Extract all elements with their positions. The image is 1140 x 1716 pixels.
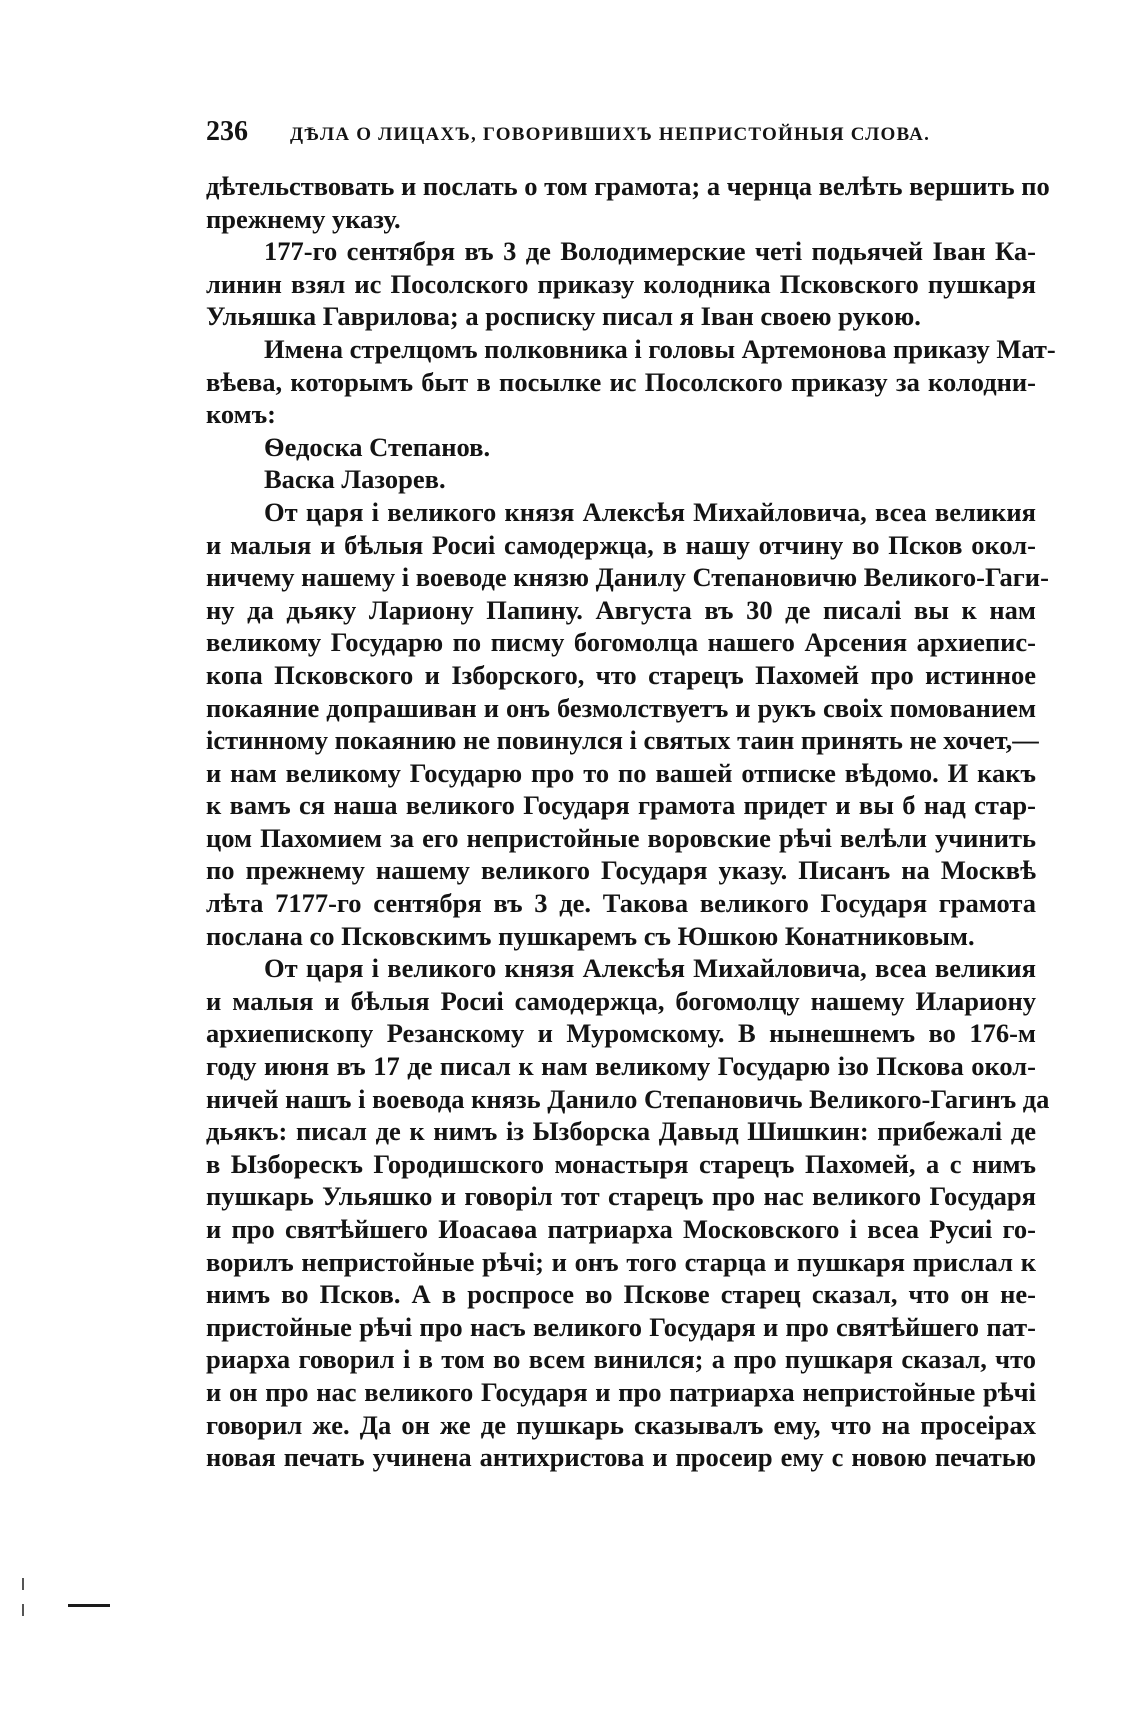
text-line: великому Государю по писму богомолца нашего Арсения архиепис-: [206, 627, 1036, 658]
text-line: и он про нас великого Государя и про патриарха непристойные рѣчі: [206, 1376, 1036, 1407]
text-line: цом Пахомием за его непристойные воровские рѣчі велѣли учинить: [206, 822, 1036, 853]
page-header: [206, 116, 1036, 148]
text-line: к вамъ ся наша великого Государя грамота придет и вы б над стар-: [206, 790, 1036, 821]
running-title: ДѢЛА О ЛИЦАХЪ, ГОВОРИВШИХЪ НЕПРИСТОЙНЫЯ СЛОВА.: [290, 124, 931, 145]
text-line: и малыя и бѣлыя Росиі самодержца, богомолцу нашему Илариону: [206, 985, 1036, 1016]
text-line: архиепископу Резанскому и Муромскому. В нынешнемъ во 176-м: [206, 1018, 1036, 1049]
text-line: ничему нашему і воеводе князю Данилу Степановичю Великого-Гаги-: [206, 562, 1049, 593]
text-line: послана со Псковскимъ пушкаремъ съ Юшкою Конатниковым.: [206, 920, 975, 951]
text-line: істинному покаянию не повинулся і святых таин принять не хочет,—: [206, 725, 1039, 756]
text-line: покаяние допрашиван и онъ безмолствуетъ и рукъ своіх помованием: [206, 692, 1036, 723]
text-line: прежнему указу.: [206, 203, 401, 234]
text-line: говорил же. Да он же де пушкарь сказывалъ ему, что на просеірах: [206, 1409, 1036, 1440]
text-line: лѣта 7177-го сентября въ 3 де. Такова великого Государя грамота: [206, 888, 1036, 919]
text-line: и про святѣйшего Иоасаѳа патриарха Московского і всеа Русиі го-: [206, 1214, 1036, 1244]
margin-tick: [22, 1578, 24, 1590]
text-line: дѣтельствовать и послать о том грамота; а чернца велѣть вершить по: [206, 171, 1050, 201]
text-line: риарха говорил і в том во всем винился; а про пушкаря сказал, что: [206, 1344, 1036, 1375]
name-entry: Ѳедоска Степанов.: [264, 431, 491, 462]
text-line: нимъ во Псков. А в роспросе во Пскове старец сказал, что он не-: [206, 1279, 1036, 1310]
text-line: Ульяшка Гаврилова; а росписку писал я Іван своею рукою.: [206, 301, 921, 332]
text-line: линин взял ис Посолского приказу колодника Псковского пушкаря: [206, 268, 1036, 299]
text-line: и нам великому Государю про то по вашей отписке вѣдомо. И какъ: [206, 757, 1036, 788]
name-entry: Васка Лазорев.: [264, 464, 446, 495]
margin-tick: [22, 1604, 24, 1616]
text-line: дьякъ: писал де к нимъ із Ызборска Давыд Шишкин: прибежалі де: [206, 1116, 1036, 1147]
text-line: по прежнему нашему великого Государя указу. Писанъ на Москвѣ: [206, 855, 1036, 886]
text-line: копа Псковского и Ізборского, что старецъ Пахомей про истинное: [206, 659, 1036, 690]
text-line: ничей нашъ і воевода князь Данило Степановичь Великого-Гагинъ да: [206, 1083, 1050, 1114]
text-line: ворилъ непристойные рѣчі; и онъ того старца и пушкаря прислал к: [206, 1246, 1036, 1277]
margin-dash: [68, 1604, 110, 1607]
text-line: пушкарь Ульяшко и говоріл тот старецъ про нас великого Государя: [206, 1181, 1036, 1212]
text-line: 177-го сентября въ 3 де Володимерские четі подьячей Іван Ка-: [264, 236, 1036, 267]
text-line: ну да дьяку Лариону Папину. Августа въ 30 де писалі вы к нам: [206, 594, 1036, 625]
text-line: пристойные рѣчі про насъ великого Государя и про святѣйшего пат-: [206, 1311, 1036, 1342]
text-line: От царя і великого князя Алексѣя Михайловича, всеа великия: [264, 496, 1036, 527]
text-line: году июня въ 17 де писал к нам великому Государю ізо Пскова окол-: [206, 1051, 1036, 1082]
text-line: Имена стрелцомъ полковника і головы Артемонова приказу Мат-: [264, 333, 1056, 364]
text-line: вѣева, которымъ быт в посылке ис Посолского приказу за колодни-: [206, 366, 1036, 397]
body-text: [206, 170, 1056, 1474]
text-line: комъ:: [206, 399, 276, 430]
text-line: в Ызборескъ Городишского монастыря старецъ Пахомей, а с нимъ: [206, 1148, 1036, 1179]
page-number: 236: [206, 116, 248, 147]
text-line: и малыя и бѣлыя Росиі самодержца, в нашу отчину во Псков окол-: [206, 529, 1036, 560]
text-line: новая печать учинена антихристова и просеир ему с новою печатью: [206, 1442, 1036, 1473]
text-line: От царя і великого князя Алексѣя Михайловича, всеа великия: [264, 953, 1036, 984]
